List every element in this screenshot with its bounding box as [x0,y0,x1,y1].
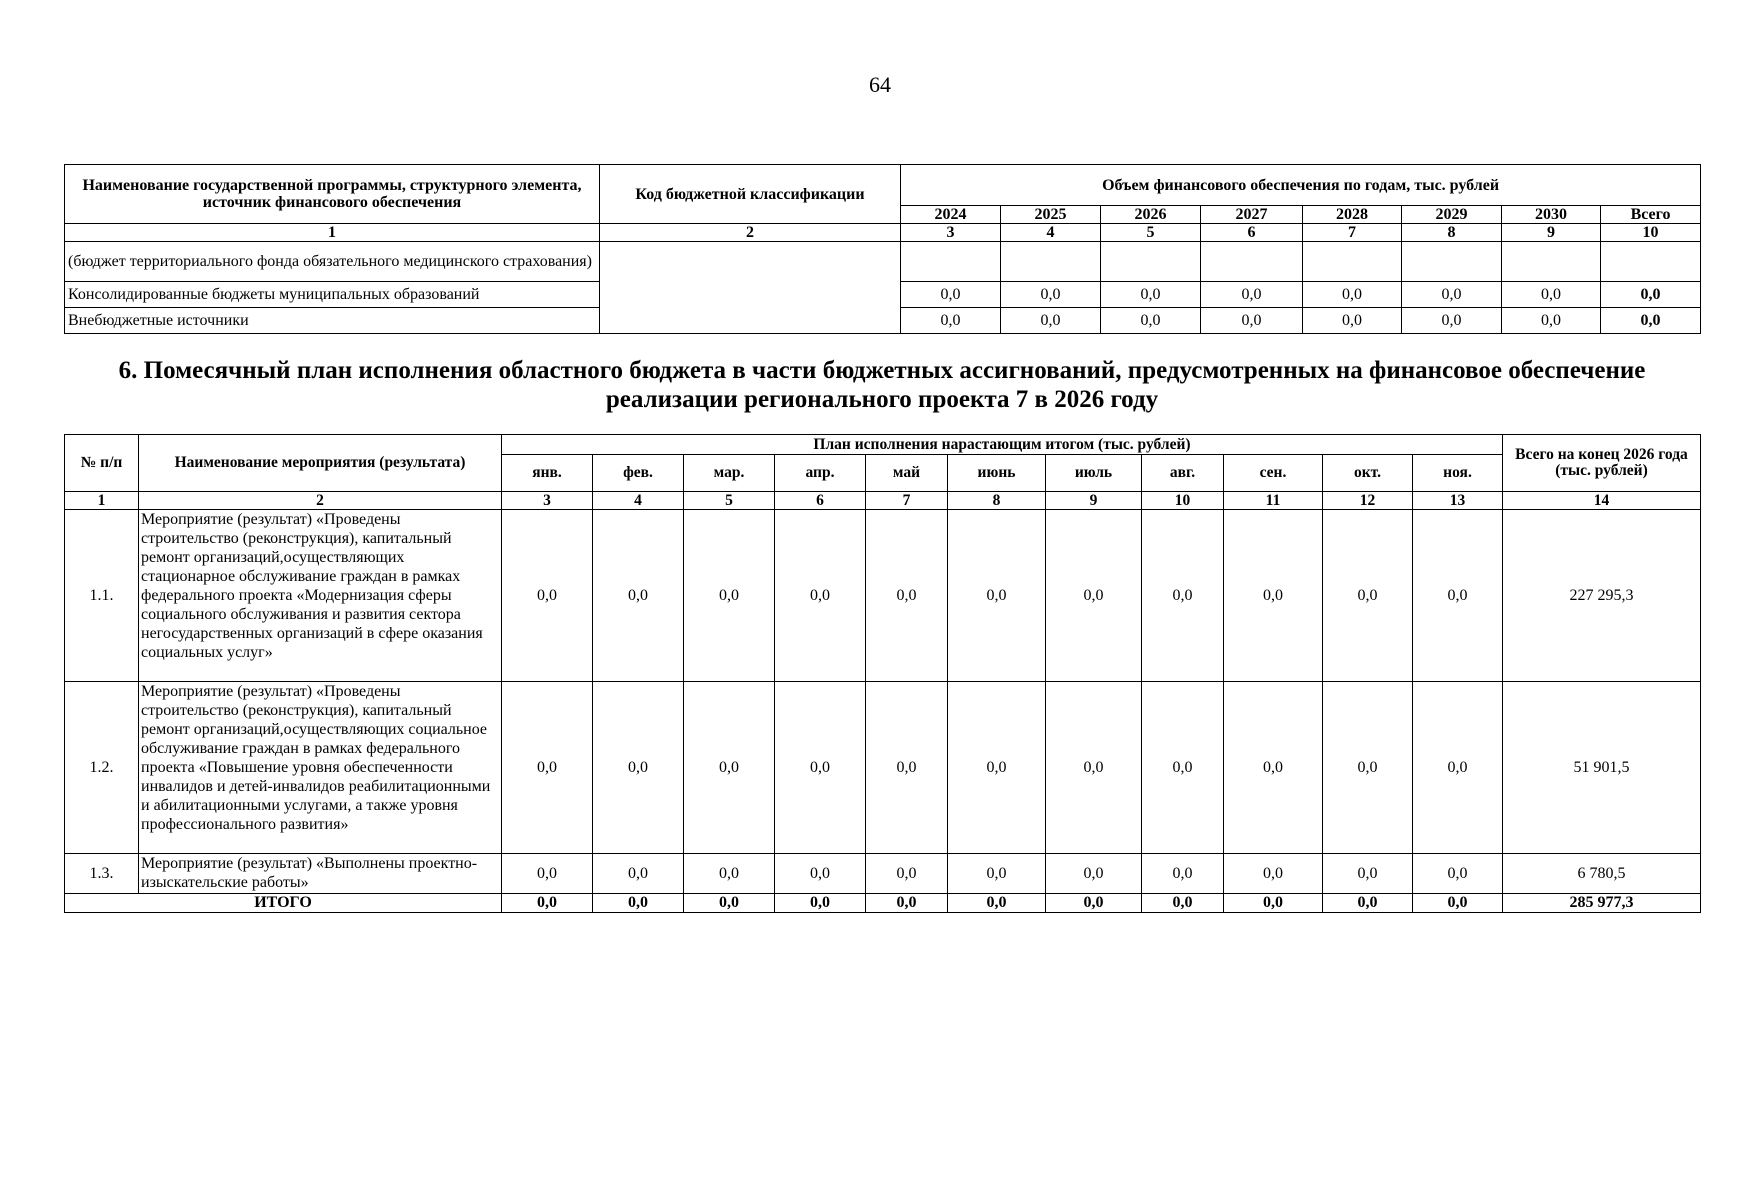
total-month-value: 0,0 [948,894,1046,913]
month-header: апр. [775,455,866,492]
month-header: май [866,455,948,492]
total-cell [1601,242,1701,282]
value-cell: 0,0 [1303,308,1402,334]
month-value: 0,0 [948,510,1046,682]
value-cell [1001,242,1101,282]
total-month-value: 0,0 [1413,894,1503,913]
month-value: 0,0 [1224,854,1323,894]
column-number: 3 [901,224,1001,242]
column-number: 4 [593,492,684,510]
value-cell: 0,0 [1001,282,1101,308]
month-value: 0,0 [775,510,866,682]
column-number: 9 [1046,492,1142,510]
activity-name: Мероприятие (результат) «Проведены строительство (реконструкция), капитальный ремонт организаций,осуществляющих социальное обслуживание граждан в рамках федерального проекта «Повышение уровня обеспеченности инвалидов и детей-инвалидов реабилитационными и абилитационными услугами, а также уровня профессионального развития» [139,682,502,854]
month-header: авг. [1142,455,1224,492]
value-cell: 0,0 [1502,282,1601,308]
value-cell [1101,242,1201,282]
value-cell: 0,0 [1201,282,1303,308]
row-total: 6 780,5 [1503,854,1701,894]
row-number: 1.3. [65,854,139,894]
column-number: 8 [1402,224,1502,242]
column-number: 4 [1001,224,1101,242]
column-number: 9 [1502,224,1601,242]
total-month-value: 0,0 [684,894,775,913]
column-number: 7 [866,492,948,510]
table-row [65,682,1701,854]
month-value: 0,0 [502,854,593,894]
value-cell: 0,0 [901,282,1001,308]
value-cell: 0,0 [1001,308,1101,334]
column-number: 6 [775,492,866,510]
column-number: 12 [1323,492,1413,510]
row-number: 1.1. [65,510,139,682]
monthly-plan-table [64,434,1701,913]
year-header: 2024 [901,206,1001,224]
month-value: 0,0 [1142,682,1224,854]
total-header: Всего [1601,206,1701,224]
section-heading: 6. Помесячный план исполнения областного бюджета в части бюджетных ассигнований, предусмотренных на финансовое обеспечение реализации регионального проекта 7 в 2026 году [118,357,1646,413]
total-month-value: 0,0 [593,894,684,913]
total-month-value: 0,0 [1224,894,1323,913]
month-value: 0,0 [1142,510,1224,682]
month-value: 0,0 [1323,682,1413,854]
table-row [65,510,1701,682]
source-name: Внебюджетные источники [65,308,600,334]
column-number: 14 [1503,492,1701,510]
month-value: 0,0 [948,682,1046,854]
budget-code-header: Код бюджетной классификации [600,165,901,224]
month-header: фев. [593,455,684,492]
year-header: 2025 [1001,206,1101,224]
activity-name: Мероприятие (результат) «Проведены строительство (реконструкция), капитальный ремонт организаций,осуществляющих стационарное обслуживание граждан в рамках федерального проекта «Модернизация сферы социального обслуживания и развития сектора негосударственных организаций в сфере оказания социальных услуг» [139,510,502,682]
row-total: 51 901,5 [1503,682,1701,854]
year-end-total-header: Всего на конец 2026 года (тыс. рублей) [1503,435,1701,492]
column-number: 5 [1101,224,1201,242]
value-cell [1303,242,1402,282]
column-number: 13 [1413,492,1503,510]
month-value: 0,0 [866,854,948,894]
value-cell: 0,0 [1402,308,1502,334]
column-number: 1 [65,224,600,242]
month-header: июнь [948,455,1046,492]
month-value: 0,0 [1046,682,1142,854]
month-value: 0,0 [684,854,775,894]
value-cell: 0,0 [1402,282,1502,308]
month-value: 0,0 [775,854,866,894]
value-cell [1201,242,1303,282]
page-number: 64 [869,72,891,97]
total-month-value: 0,0 [866,894,948,913]
value-cell: 0,0 [901,308,1001,334]
month-header: июль [1046,455,1142,492]
month-value: 0,0 [866,682,948,854]
grand-total: 285 977,3 [1503,894,1701,913]
value-cell: 0,0 [1502,308,1601,334]
month-header: янв. [502,455,593,492]
year-header: 2026 [1101,206,1201,224]
value-cell [1402,242,1502,282]
column-number: 7 [1303,224,1402,242]
total-label: ИТОГО [65,894,502,913]
month-value: 0,0 [1323,854,1413,894]
month-value: 0,0 [1224,510,1323,682]
month-value: 0,0 [593,854,684,894]
column-number: 3 [502,492,593,510]
month-value: 0,0 [502,510,593,682]
column-number: 1 [65,492,139,510]
month-value: 0,0 [1413,510,1503,682]
month-value: 0,0 [775,682,866,854]
cumulative-plan-header: План исполнения нарастающим итогом (тыс. рублей) [502,435,1503,455]
column-number: 2 [139,492,502,510]
value-cell: 0,0 [1201,308,1303,334]
month-value: 0,0 [593,510,684,682]
column-number: 10 [1142,492,1224,510]
total-row [65,894,1701,913]
source-name: Консолидированные бюджеты муниципальных образований [65,282,600,308]
table-row [65,854,1701,894]
funding-by-year-header: Объем финансового обеспечения по годам, тыс. рублей [901,165,1701,206]
month-value: 0,0 [1142,854,1224,894]
column-number: 10 [1601,224,1701,242]
month-value: 0,0 [1413,682,1503,854]
month-value: 0,0 [948,854,1046,894]
row-number: 1.2. [65,682,139,854]
year-header: 2028 [1303,206,1402,224]
month-value: 0,0 [1323,510,1413,682]
budget-code-cell [600,242,901,334]
column-number: 6 [1201,224,1303,242]
column-number: 8 [948,492,1046,510]
month-value: 0,0 [684,510,775,682]
activity-name: Мероприятие (результат) «Выполнены проектно-изыскательские работы» [139,854,502,894]
activity-name-header: Наименование мероприятия (результата) [139,435,502,492]
year-header: 2030 [1502,206,1601,224]
month-header: сен. [1224,455,1323,492]
month-value: 0,0 [1413,854,1503,894]
value-cell: 0,0 [1101,282,1201,308]
total-month-value: 0,0 [1323,894,1413,913]
value-cell: 0,0 [1101,308,1201,334]
row-total: 227 295,3 [1503,510,1701,682]
column-number: 11 [1224,492,1323,510]
month-value: 0,0 [593,682,684,854]
year-header: 2029 [1402,206,1502,224]
month-value: 0,0 [1224,682,1323,854]
month-header: мар. [684,455,775,492]
month-value: 0,0 [1046,854,1142,894]
value-cell: 0,0 [1303,282,1402,308]
month-value: 0,0 [684,682,775,854]
column-number: 2 [600,224,901,242]
table-row [65,242,1701,282]
total-month-value: 0,0 [1046,894,1142,913]
program-name-header: Наименование государственной программы, структурного элемента, источник финансового обеспечения [65,165,600,224]
total-month-value: 0,0 [775,894,866,913]
total-cell: 0,0 [1601,308,1701,334]
month-header: окт. [1323,455,1413,492]
month-value: 0,0 [502,682,593,854]
value-cell [1502,242,1601,282]
year-header: 2027 [1201,206,1303,224]
total-month-value: 0,0 [502,894,593,913]
total-cell: 0,0 [1601,282,1701,308]
value-cell [901,242,1001,282]
source-name: (бюджет территориального фонда обязательного медицинского страхования) [65,242,600,282]
month-value: 0,0 [1046,510,1142,682]
total-month-value: 0,0 [1142,894,1224,913]
funding-table [64,164,1701,334]
month-value: 0,0 [866,510,948,682]
row-number-header: № п/п [65,435,139,492]
column-number: 5 [684,492,775,510]
month-header: ноя. [1413,455,1503,492]
